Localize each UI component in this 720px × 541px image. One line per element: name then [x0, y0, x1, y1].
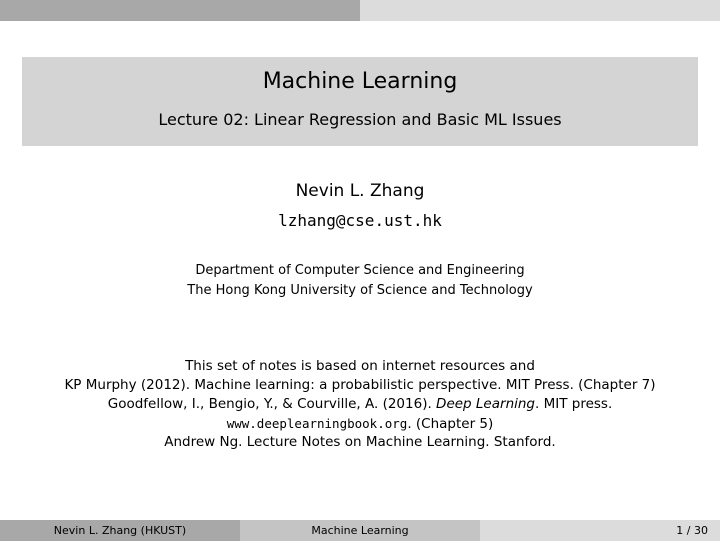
top-header-bar — [0, 0, 720, 21]
title-box — [22, 57, 698, 146]
reference-url[interactable]: www.deeplearningbook.org — [226, 416, 408, 431]
footer-title: Machine Learning — [240, 520, 480, 541]
footer-author: Nevin L. Zhang (HKUST) — [0, 520, 240, 541]
header-bar-right-segment — [360, 0, 720, 21]
reference-ng: Andrew Ng. Lecture Notes on Machine Learning. Stanford. — [164, 434, 556, 450]
reference-goodfellow-publisher: . MIT press. — [535, 396, 613, 412]
footer-bar — [0, 520, 720, 541]
reference-murphy: KP Murphy (2012). Machine learning: a probabilistic perspective. MIT Press. (Chapter 7) — [64, 377, 656, 393]
slide-subtitle: Lecture 02: Linear Regression and Basic ML Issues — [158, 110, 562, 129]
author-email: lzhang@cse.ust.hk — [278, 211, 442, 230]
reference-goodfellow-authors: Goodfellow, I., Bengio, Y., & Courville, A. (2016). — [107, 396, 437, 412]
reference-url-line — [0, 414, 720, 434]
footer-page-number: 1 / 30 — [480, 520, 720, 541]
reference-goodfellow — [0, 395, 720, 414]
reference-goodfellow-book-title: Deep Learning — [436, 396, 535, 412]
header-bar-left-segment — [0, 0, 360, 21]
author-name: Nevin L. Zhang — [295, 181, 425, 201]
reference-chapter: . (Chapter 5) — [407, 416, 494, 432]
notes-intro: This set of notes is based on internet resources and — [185, 358, 535, 374]
affiliation-university: The Hong Kong University of Science and Technology — [187, 283, 533, 298]
affiliation-department: Department of Computer Science and Engineering — [195, 263, 525, 278]
slide-title: Machine Learning — [262, 69, 458, 94]
